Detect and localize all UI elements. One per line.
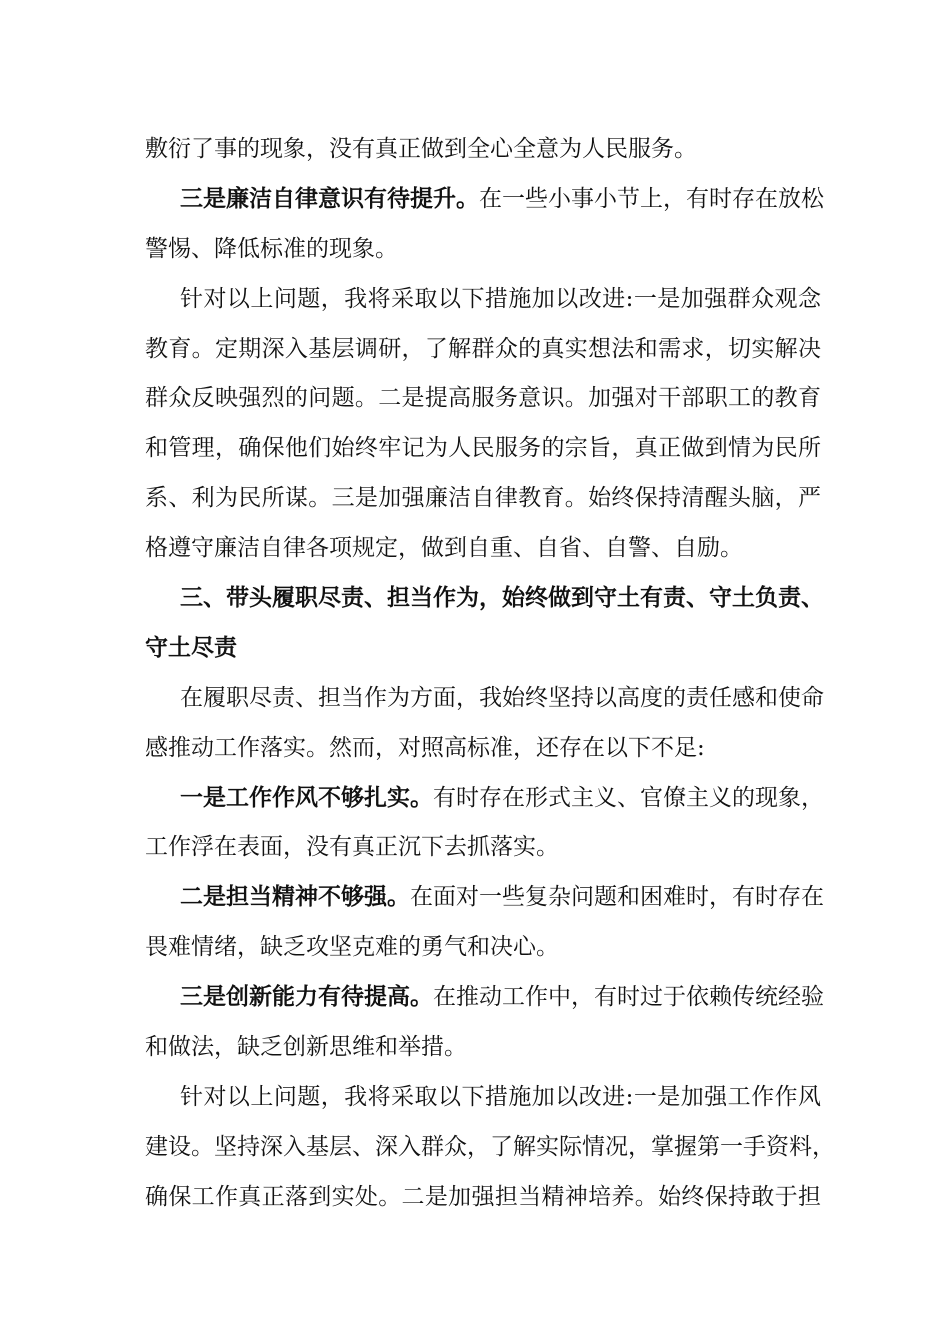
section-heading-line: [145, 574, 824, 624]
body-text: 格遵守廉洁自律各项规定，做到自重、自省、自警、自励。: [145, 535, 743, 562]
paragraph-line: [145, 474, 821, 524]
bold-lead: 守土尽责: [145, 634, 237, 661]
body-text: 在推动工作中，有时过于依赖传统经验: [433, 984, 824, 1011]
body-text: 警惕、降低标准的现象。: [145, 235, 398, 262]
paragraph-line: [145, 1073, 821, 1123]
section-heading-line: [145, 624, 821, 674]
paragraph-line: [145, 374, 821, 424]
bold-lead: 三是创新能力有待提高。: [180, 984, 433, 1011]
bold-lead: 三、带头履职尽责、担当作为，始终做到守土有责、守土负责、: [180, 585, 824, 612]
body-text: 有时存在形式主义、官僚主义的现象，: [433, 784, 824, 811]
body-text: 群众反映强烈的问题。二是提高服务意识。加强对干部职工的教育: [145, 385, 821, 412]
body-text: 针对以上问题，我将采取以下措施加以改进:一是加强群众观念: [180, 285, 821, 312]
paragraph-line: [145, 823, 821, 873]
body-text: 在履职尽责、担当作为方面，我始终坚持以高度的责任感和使命: [180, 684, 824, 711]
paragraph-line: [145, 175, 824, 225]
body-text: 针对以上问题，我将采取以下措施加以改进:一是加强工作作风: [180, 1083, 821, 1110]
body-text: 建设。坚持深入基层、深入群众，了解实际情况，掌握第一手资料，: [145, 1133, 835, 1160]
paragraph-line: [145, 275, 821, 325]
body-text: 系、利为民所谋。三是加强廉洁自律教育。始终保持清醒头脑，严: [145, 485, 821, 512]
bold-lead: 三是廉洁自律意识有待提升。: [180, 185, 479, 212]
paragraph-line: [145, 873, 824, 923]
paragraph-line: [145, 424, 821, 474]
body-text: 和做法，缺乏创新思维和举措。: [145, 1034, 467, 1061]
paragraph-line: [145, 325, 821, 375]
paragraph-line: [145, 724, 821, 774]
body-text: 在面对一些复杂问题和困难时，有时存在: [410, 884, 824, 911]
paragraph-line: [145, 1023, 821, 1073]
body-text: 感推动工作落实。然而，对照高标准，还存在以下不足:: [145, 734, 705, 761]
paragraph-line: [145, 973, 824, 1023]
body-text: 和管理，确保他们始终牢记为人民服务的宗旨，真正做到情为民所: [145, 435, 821, 462]
body-text: 在一些小事小节上，有时存在放松: [479, 185, 824, 212]
paragraph-line: [145, 524, 821, 574]
paragraph-line: [145, 1173, 821, 1223]
bold-lead: 一是工作作风不够扎实。: [180, 784, 433, 811]
paragraph-line: [145, 225, 821, 275]
body-text: 畏难情绪，缺乏攻坚克难的勇气和决心。: [145, 934, 559, 961]
body-text: 敷衍了事的现象，没有真正做到全心全意为人民服务。: [145, 136, 697, 162]
body-text: 确保工作真正落到实处。二是加强担当精神培养。始终保持敢于担: [145, 1183, 821, 1210]
paragraph-line: [145, 1123, 835, 1173]
paragraph-line: [145, 125, 821, 175]
paragraph-line: [145, 774, 824, 824]
body-text: 教育。定期深入基层调研，了解群众的真实想法和需求，切实解决: [145, 335, 821, 362]
paragraph-line: [145, 674, 824, 724]
bold-lead: 二是担当精神不够强。: [180, 884, 410, 911]
body-text: 工作浮在表面，没有真正沉下去抓落实。: [145, 834, 559, 861]
document-page: [145, 125, 835, 1223]
paragraph-line: [145, 923, 821, 973]
